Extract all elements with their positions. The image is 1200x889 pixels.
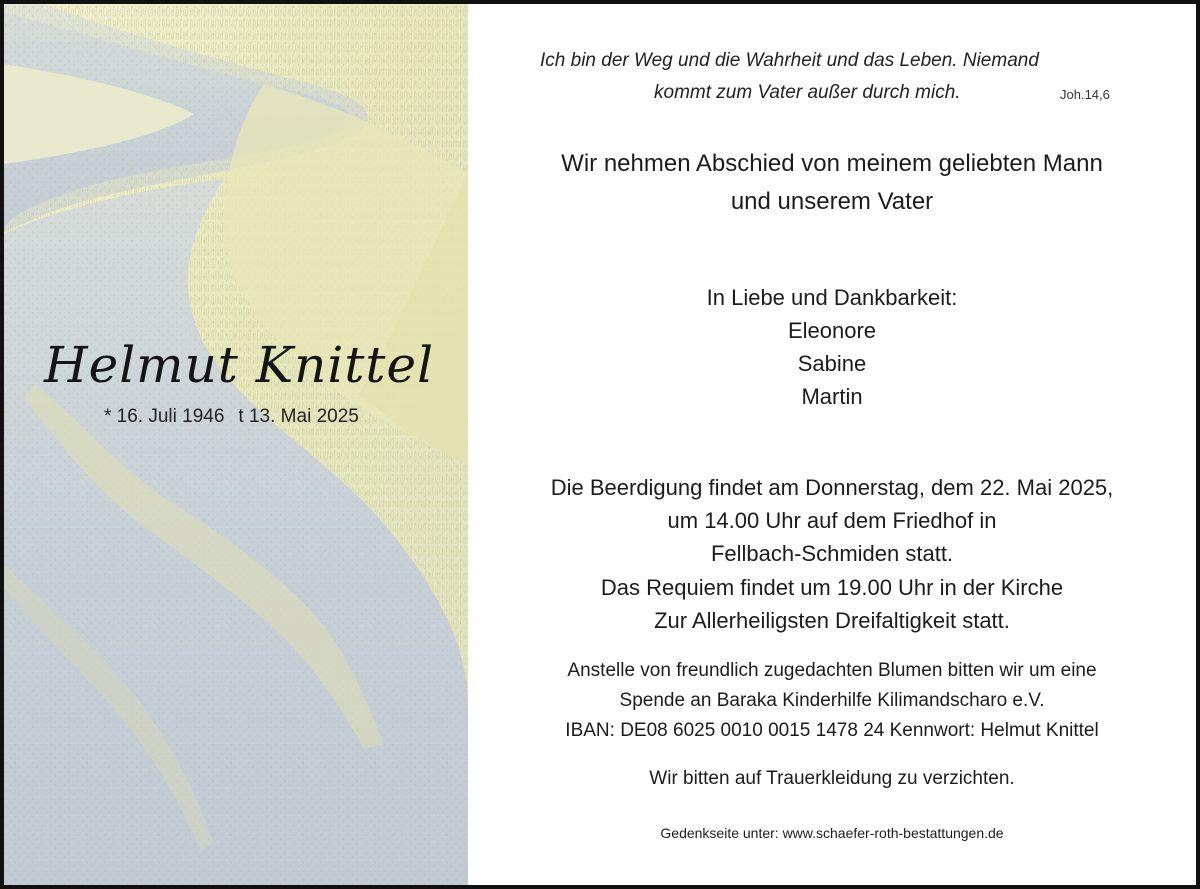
mourner-name: Martin	[801, 384, 863, 409]
death-date: t 13. Mai 2025	[238, 406, 359, 427]
requiem-line: Das Requiem findet um 19.00 Uhr in der Kirche	[600, 575, 1064, 600]
funeral-line: um 14.00 Uhr auf dem Friedhof in	[667, 508, 997, 533]
bible-verse-line-1: Ich bin der Weg und die Wahrheit und das Leben. Niemand	[540, 50, 1039, 71]
mourner-name: Sabine	[797, 351, 867, 376]
requiem-line: Zur Allerheiligsten Dreifaltigkeit statt.	[654, 608, 1010, 633]
life-dates	[104, 406, 359, 428]
memorial-page-link[interactable]: Gedenkseite unter: www.schaefer-roth-bestattungen.de	[660, 825, 1004, 841]
donation-line: Spende an Baraka Kinderhilfe Kilimandscharo e.V.	[619, 690, 1045, 711]
winding-path-image	[4, 4, 468, 885]
mourners-intro: In Liebe und Dankbarkeit:	[706, 285, 958, 310]
farewell-line-1: Wir nehmen Abschied von meinem geliebten Mann	[561, 150, 1103, 177]
donation-iban: IBAN: DE08 6025 0010 0015 1478 24 Kennwort: Helmut Knittel	[565, 720, 1099, 741]
funeral-line: Fellbach-Schmiden statt.	[710, 541, 954, 566]
dress-code-note: Wir bitten auf Trauerkleidung zu verzichten.	[649, 768, 1015, 789]
farewell-line-2: und unserem Vater	[730, 188, 934, 215]
mourner-name: Eleonore	[787, 318, 877, 343]
donation-line: Anstelle von freundlich zugedachten Blumen bitten wir um eine	[567, 660, 1097, 681]
funeral-line: Die Beerdigung findet am Donnerstag, dem 22. Mai 2025,	[550, 475, 1114, 500]
birth-date: * 16. Juli 1946	[104, 406, 225, 427]
bible-verse-reference: Joh.14,6	[1060, 87, 1110, 102]
path-photo	[4, 4, 468, 885]
notice-text	[468, 4, 1196, 885]
bible-verse-line-2: kommt zum Vater außer durch mich.	[654, 82, 961, 103]
deceased-name: Helmut Knittel	[44, 336, 435, 394]
